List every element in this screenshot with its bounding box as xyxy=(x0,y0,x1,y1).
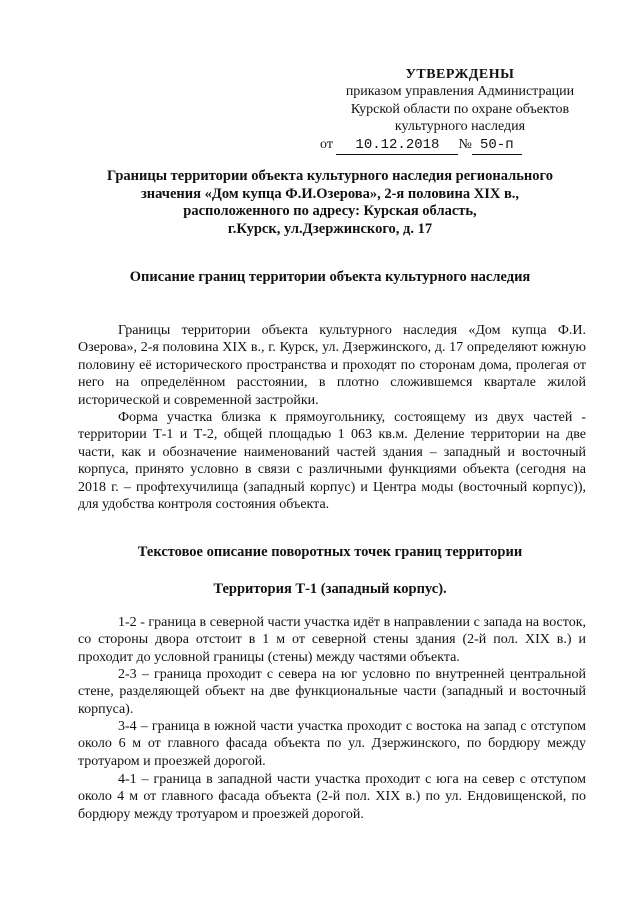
document-title xyxy=(70,168,590,238)
paragraph-point-3-4: 3-4 – граница в южной части участка проходит с востока на запад с отступом около 6 м от главного фасада объекта по ул. Дзержинского, по бордюру между тротуаром и проезжей дорогой. xyxy=(78,719,586,769)
approval-line-3: культурного наследия xyxy=(394,119,526,135)
document-title-line-1: Границы территории объекта культурного наследия регионального xyxy=(107,168,553,184)
section-heading-turning-points: Текстовое описание поворотных точек границ территории xyxy=(137,544,523,560)
approval-number: 50-п xyxy=(472,137,522,155)
approval-date-line xyxy=(310,136,610,155)
number-prefix: № xyxy=(458,136,472,152)
approval-block xyxy=(310,66,610,155)
approval-line-1: приказом управления Администрации xyxy=(345,84,575,100)
paragraph-point-1-2: 1-2 - граница в северной части участка идёт в направлении с запада на восток, со стороны двора отстоит в 1 м от северной стены здания (2-й пол. XIX в.) и проходит до условной границы (стены) между частями объекта. xyxy=(78,615,586,665)
approval-title: УТВЕРЖДЕНЫ xyxy=(405,67,515,82)
paragraph-point-4-1: 4-1 – граница в западной части участка проходит с юга на север с отступом около 4 м от главного фасада объекта (2-й пол. XIX в.) по ул. Ендовищенской, по бордюру между тротуаром и проезжей дорогой. xyxy=(78,772,586,822)
section-heading-boundaries: Описание границ территории объекта культурного наследия xyxy=(129,269,531,285)
paragraph-point-2-3: 2-3 – граница проходит с севера на юг условно по внутренней центральной стене, разделяющей объект на две функциональные части (западный и восточный корпуса). xyxy=(78,667,586,717)
date-prefix: от xyxy=(320,136,333,152)
approval-date: 10.12.2018 xyxy=(336,137,458,155)
document-title-line-3: расположенного по адресу: Курская область, xyxy=(183,203,477,220)
approval-line-2: Курской области по охране объектов xyxy=(350,101,570,117)
section-subheading-territory-t1: Территория Т-1 (западный корпус). xyxy=(213,581,447,597)
document-title-line-2: значения «Дом купца Ф.И.Озерова», 2-я половина XIX в., xyxy=(140,185,520,202)
paragraph-boundaries-intro: Границы территории объекта культурного наследия «Дом купца Ф.И. Озерова», 2-я половина XIX в., г. Курск, ул. Дзержинского, д. 17 определяют южную половину её исторического пространства и проходят по сторонам дома, пролегая от него на определённом расстоянии, в плотно сложившемся квартале жилой исторической и современной застройки. xyxy=(78,323,586,408)
document-title-line-4: г.Курск, ул.Дзержинского, д. 17 xyxy=(227,220,433,237)
paragraph-plot-shape: Форма участка близка к прямоугольнику, состоящему из двух частей - территории Т-1 и Т-2, общей площадью 1 063 кв.м. Деление территории на две части, как и обозначение наименований частей здания – западный и восточный корпуса, принято условно в связи с различными функциями объекта (сегодня на 2018 г. – профтехучилища (западный корпус) и Центра моды (восточный корпус)), для удобства контроля состояния объекта. xyxy=(78,410,586,513)
